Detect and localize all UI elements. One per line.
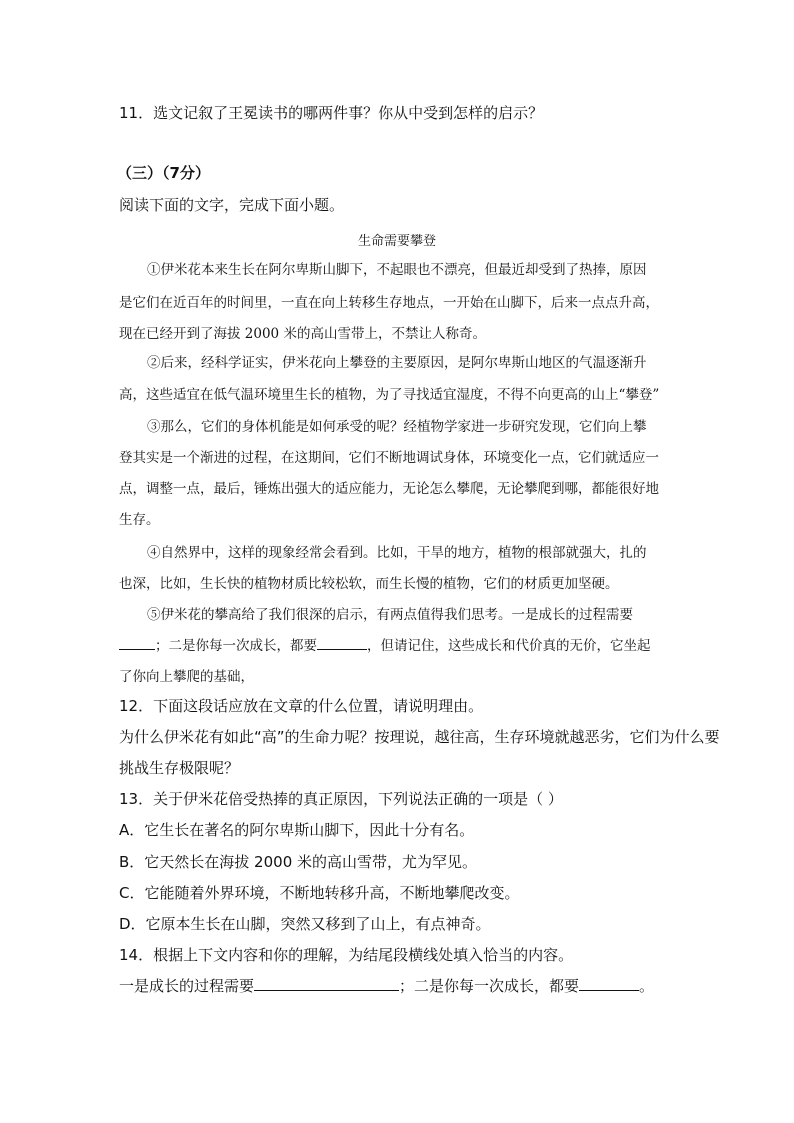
option-a[interactable]: A．它生长在著名的阿尔卑斯山脚下，因此十分有名。: [119, 821, 475, 839]
fill-blank[interactable]: [317, 635, 367, 650]
answer-blank-2[interactable]: [579, 976, 639, 991]
paragraph-line: 了你向上攀爬的基础，: [119, 669, 254, 685]
question-12: 12．下面这段话应放在文章的什么位置，请说明理由。: [119, 697, 484, 715]
question-11: 11．选文记叙了王冕读书的哪两件事？你从中受到怎样的启示？: [119, 104, 544, 122]
question-14-fill: 一是成长的过程需要 ；二是你每一次成长，都要 。: [119, 977, 655, 995]
question-12-text: 为什么伊米花有如此“高”的生命力呢？按理说，越往高，生存环境就越恶劣，它们为什么要: [119, 728, 720, 746]
paragraph-line: 点，调整一点，最后，锤炼出强大的适应能力，无论怎么攀爬，无论攀爬到哪，都能很好地: [119, 481, 659, 497]
paragraph-line: ①伊米花本来生长在阿尔卑斯山脚下，不起眼也不漂亮，但最近却受到了热捧，原因: [147, 262, 647, 278]
paragraph-line: ⑤伊米花的攀高给了我们很深的启示，有两点值得我们思考。一是成长的过程需要: [147, 607, 633, 623]
paragraph-line: 现在已经开到了海拔 2000 米的高山雪带上，不禁让人称奇。: [119, 326, 486, 342]
question-13: 13．关于伊米花倍受热捧的真正原因，下列说法正确的一项是（ ）: [119, 790, 563, 808]
paragraph-line: 是它们在近百年的时间里，一直在向上转移生存地点，一开始在山脚下，后来一点点升高，: [119, 295, 659, 311]
question-12-text: 挑战生存极限呢？: [119, 759, 240, 777]
paragraph-line: 登其实是一个渐进的过程，在这期间，它们不断地调试身体，环境变化一点，它们就适应一: [119, 450, 659, 466]
reading-instruction: 阅读下面的文字，完成下面小题。: [119, 196, 345, 214]
article-title: 生命需要攀登: [357, 234, 436, 249]
paragraph-line: ②后来，经科学证实，伊米花向上攀登的主要原因，是阿尔卑斯山地区的气温逐渐升: [147, 355, 647, 371]
paragraph-line: ③那么，它们的身体机能是如何承受的呢？经植物学家进一步研究发现，它们向上攀: [147, 419, 647, 435]
answer-blank-1[interactable]: [254, 976, 399, 991]
paragraph-line: ；二是你每一次成长，都要 ，但请记住，这些成长和代价真的无价，它坐起: [119, 634, 651, 654]
paragraph-line: 也深，比如，生长快的植物材质比较松软，而生长慢的植物，它们的材质更加坚硬。: [119, 576, 619, 592]
section-heading: （三）（7分）: [117, 164, 210, 182]
question-14: 14．根据上下文内容和你的理解，为结尾段横线处填入恰当的内容。: [119, 946, 574, 964]
option-b[interactable]: B．它天然长在海拔 2000 米的高山雪带，尤为罕见。: [119, 853, 478, 871]
fill-blank[interactable]: [119, 635, 155, 650]
paragraph-line: 生存。: [119, 512, 160, 528]
paragraph-line: 高，这些适宜在低气温环境里生长的植物，为了寻找适宜湿度，不得不向更高的山上“攀登”: [119, 387, 660, 403]
option-c[interactable]: C．它能随着外界环境，不断地转移升高，不断地攀爬改变。: [119, 884, 520, 902]
option-d[interactable]: D．它原本生长在山脚，突然又移到了山上，有点神奇。: [119, 915, 491, 933]
paragraph-line: ④自然界中，这样的现象经常会看到。比如，干旱的地方，植物的根部就强大，扎的: [147, 545, 647, 561]
